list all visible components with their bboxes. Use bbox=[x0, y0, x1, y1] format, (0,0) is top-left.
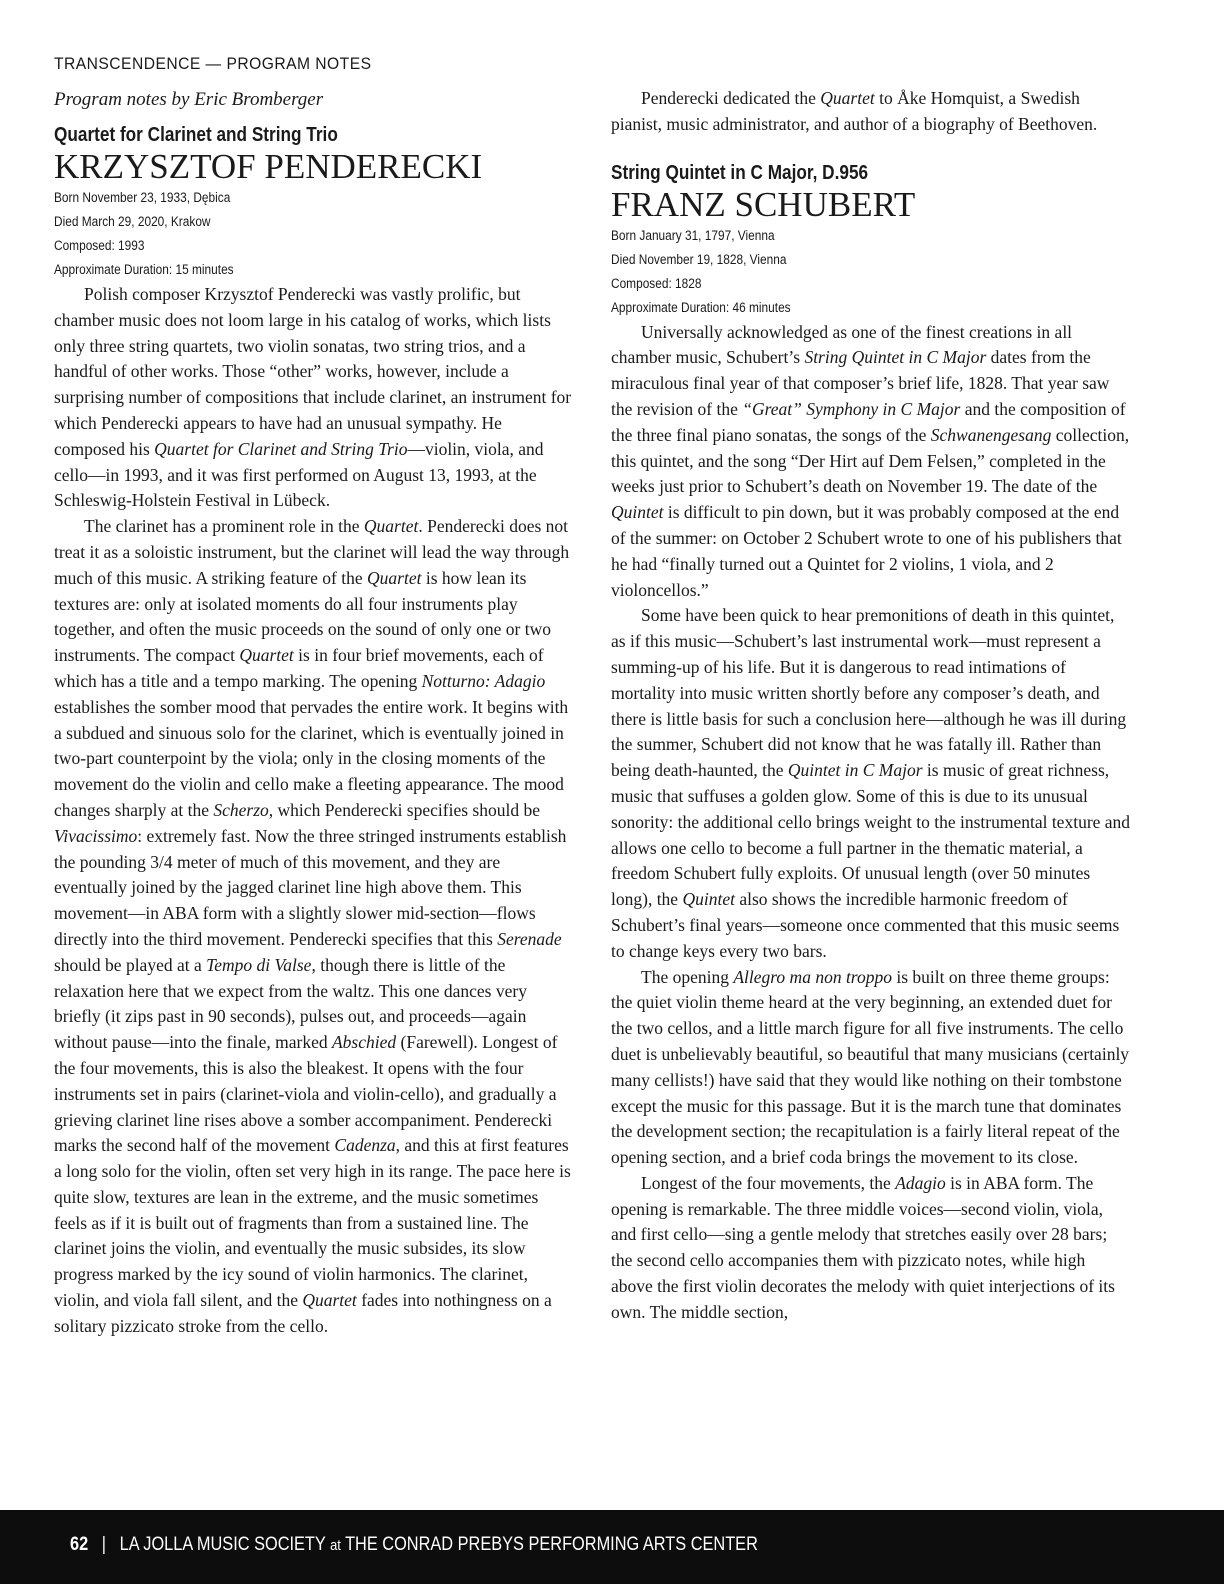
text-run: . Penderecki does not treat it as a soloistic instrument, but the clarinet will lead the way through much of this music. A striking feature of the bbox=[54, 516, 570, 588]
italic-run: Serenade bbox=[497, 928, 562, 949]
text-run: collection, this quintet, and the song “Der Hirt auf Dem Felsen,” completed in the weeks just prior to Schubert’s death on November 19. The date of the bbox=[611, 424, 1130, 497]
italic-run: Allegro ma non troppo bbox=[733, 966, 892, 987]
died-schubert: Died November 19, 1828, Vienna bbox=[611, 251, 787, 267]
text-run: is how lean its textures are: only at isolated moments do all four instruments play together, and often the music proceeds on the sound of only one or two instruments. The compact bbox=[54, 567, 551, 666]
paragraph bbox=[611, 320, 1131, 604]
text-run: dates from the miraculous final year of that composer’s brief life, 1828. That year saw the revision of the bbox=[611, 347, 1110, 419]
text-run: is music of great richness, music that suffuses a golden glow. Some of this is due to its unusual sonority: the additional cello brings weight to the instrumental texture and allows one cello to become a full partner in the thematic material, a freedom Schubert fully exploits. Of unusual length (over 50 minutes long), the bbox=[611, 760, 1131, 910]
italic-run: Tempo di Valse bbox=[206, 954, 312, 975]
italic-run: Schwanengesang bbox=[930, 424, 1052, 445]
italic-run: String Quintet in C Major bbox=[804, 347, 987, 368]
text-run: The clarinet has a prominent role in the bbox=[84, 516, 364, 537]
italic-run: Quintet in C Major bbox=[787, 760, 923, 781]
text-run: should be played at a bbox=[54, 954, 207, 975]
italic-run: Quartet bbox=[363, 516, 419, 537]
italic-run: Quintet bbox=[682, 889, 735, 910]
text-run: , which Penderecki specifies should be bbox=[268, 799, 540, 820]
paragraph bbox=[611, 1171, 1131, 1326]
footer-bar bbox=[0, 1510, 1224, 1584]
text-run: is in four brief movements, each of which has a title and a tempo marking. The opening bbox=[54, 645, 544, 691]
composed-schubert: Composed: 1828 bbox=[611, 275, 702, 291]
italic-run: “Great” Symphony in C Major bbox=[742, 398, 961, 419]
paragraph bbox=[611, 86, 1131, 138]
italic-run: Notturno: Adagio bbox=[421, 670, 546, 691]
text-run: Penderecki dedicated the bbox=[641, 88, 821, 108]
died-penderecki: Died March 29, 2020, Krakow bbox=[54, 214, 211, 229]
footer-text bbox=[70, 1534, 758, 1556]
paragraph bbox=[611, 603, 1131, 964]
italic-run: Vivacissimo bbox=[54, 825, 138, 846]
text-run: fades into nothingness on a solitary pizzicato stroke from the cello. bbox=[54, 1290, 552, 1336]
italic-run: Quartet for Clarinet and String Trio bbox=[154, 438, 408, 459]
duration-penderecki: Approximate Duration: 15 minutes bbox=[54, 262, 234, 277]
text-run: The opening bbox=[641, 966, 734, 987]
work-title-penderecki: Quartet for Clarinet and String Trio bbox=[54, 124, 338, 146]
text-run: , and this at first features a long solo for the violin, often set very high in its range. The pace here is quite slow, textures are lean in the extreme, and the music sometimes feels as if it is built out of fragments than from a sustained line. The clarinet joins the violin, and eventually the music subsides, its slow progress marked by the icy sound of violin harmonics. The clarinet, violin, and viola fall silent, and the bbox=[54, 1135, 571, 1311]
footer-at: at bbox=[330, 1537, 341, 1554]
text-run: : extremely fast. Now the three stringed instruments establish the pounding 3/4 meter of much of this movement, and they are eventually joined by the jagged clarinet line high above them. This movement—in ABA form with a slightly slower mid-section—flows directly into the third movement. Penderecki specifies that this bbox=[54, 825, 567, 949]
paragraph bbox=[611, 965, 1131, 1171]
left-column bbox=[54, 86, 574, 1340]
text-run: and the composition of the three final piano sonatas, the songs of the bbox=[611, 398, 1126, 445]
italic-run: Quartet bbox=[302, 1290, 357, 1311]
born-schubert: Born January 31, 1797, Vienna bbox=[611, 227, 775, 243]
italic-run: Abschied bbox=[331, 1032, 397, 1053]
footer-venue: THE CONRAD PREBYS PERFORMING ARTS CENTER bbox=[345, 1534, 758, 1555]
text-run: also shows the incredible harmonic freedom of Schubert’s final years—someone once commented that this music seems to change keys every two bars. bbox=[611, 889, 1120, 961]
right-column bbox=[611, 86, 1131, 1326]
text-run: establishes the somber mood that pervades the entire work. It begins with a subdued and sinuous solo for the clarinet, which is eventually joined in two-part counterpoint by the viola; only in the closing moments of the movement do the violin and cello make a fleeting appearance. The mood changes sharply at the bbox=[54, 696, 569, 820]
text-run: is built on three theme groups: the quiet violin theme heard at the very beginning, an extended duet for the two cellos, and a little march figure for all five instruments. The cello duet is unbelievably beautiful, so beautiful that many musicians (certainly many cellists!) have said that they would like nothing on their tombstone except the music for this passage. But it is the march tune that dominates the development section; the recapitulation is a fairly literal repeat of the opening section, and a brief coda brings the movement to its close. bbox=[611, 966, 1130, 1168]
text-run: Polish composer Krzysztof Penderecki was vastly prolific, but chamber music does not loom large in his catalog of works, which lists only three string quartets, two violin sonatas, two string trios, and a handful of other works. Those “other” works, however, include a surprising number of compositions that include clarinet, an instrument for which Penderecki appears to have had an unusual sympathy. He composed his bbox=[54, 284, 572, 459]
page-number: 62 bbox=[70, 1534, 89, 1555]
italic-run: Quartet bbox=[820, 88, 875, 108]
byline: Program notes by Eric Bromberger bbox=[54, 89, 324, 110]
text-run: , though there is little of the relaxation here that we expect from the waltz. This one dances very briefly (it zips past in 90 seconds), pulses out, and proceeds—again without pause—into the finale, marked bbox=[54, 954, 527, 1053]
text-run: Universally acknowledged as one of the finest creations in all chamber music, Schubert’s bbox=[611, 321, 1073, 368]
duration-schubert: Approximate Duration: 46 minutes bbox=[611, 299, 791, 315]
composed-penderecki: Composed: 1993 bbox=[54, 238, 145, 253]
text-run: Some have been quick to hear premonitions of death in this quintet, as if this music—Schubert’s last instrumental work—must represent a summing-up of his life. But it is dangerous to read intimations of mortality into music written shortly before any composer’s death, and there is little basis for such a conclusion here—although he was ill during the summer, Schubert did not know that he was fatally ill. Rather than being death-haunted, the bbox=[611, 605, 1127, 781]
born-penderecki: Born November 23, 1933, Dębica bbox=[54, 190, 231, 205]
text-run: is in ABA form. The opening is remarkable. The three middle voices—second violin, viola, and first cello—sing a gentle melody that stretches easily over 28 bars; the second cello accompanies them with pizzicato notes, while high above the first violin decorates the melody with quiet interjections of its own. The middle section, bbox=[611, 1172, 1115, 1322]
italic-run: Quartet bbox=[239, 645, 294, 666]
running-header: TRANSCENDENCE — PROGRAM NOTES bbox=[54, 54, 372, 73]
italic-run: Quartet bbox=[367, 567, 422, 588]
text-run: Longest of the four movements, the bbox=[641, 1172, 896, 1193]
italic-run: Quintet bbox=[611, 502, 664, 523]
paragraph bbox=[54, 282, 574, 514]
paragraph bbox=[54, 514, 574, 1340]
footer-org: LA JOLLA MUSIC SOCIETY bbox=[119, 1534, 326, 1555]
work-title-schubert: String Quintet in C Major, D.956 bbox=[611, 161, 869, 184]
footer-separator: | bbox=[101, 1534, 107, 1555]
text-run: is difficult to pin down, but it was probably composed at the end of the summer: on October 2 Schubert wrote to one of his publishers that he had “finally turned out a Quintet for 2 violins, 1 viola, and 2 violoncellos.” bbox=[611, 502, 1122, 600]
text-run: to Åke Homquist, a Swedish pianist, music administrator, and author of a biography of Beethoven. bbox=[611, 88, 1098, 134]
italic-run: Scherzo bbox=[213, 799, 269, 820]
text-run: —violin, viola, and cello—in 1993, and it was first performed on August 13, 1993, at the Schleswig-Holstein Festival in Lübeck. bbox=[54, 438, 544, 511]
composer-name-schubert: FRANZ SCHUBERT bbox=[611, 184, 916, 224]
italic-run: Cadenza bbox=[334, 1135, 396, 1156]
composer-name-penderecki: KRZYSZTOF PENDERECKI bbox=[54, 147, 483, 186]
italic-run: Adagio bbox=[895, 1172, 946, 1193]
text-run: (Farewell). Longest of the four movements, this is also the bleakest. It opens with the four instruments set in pairs (clarinet-viola and violin-cello), and gradually a grieving clarinet line rises above a somber accompaniment. Penderecki marks the second half of the movement bbox=[54, 1032, 558, 1156]
